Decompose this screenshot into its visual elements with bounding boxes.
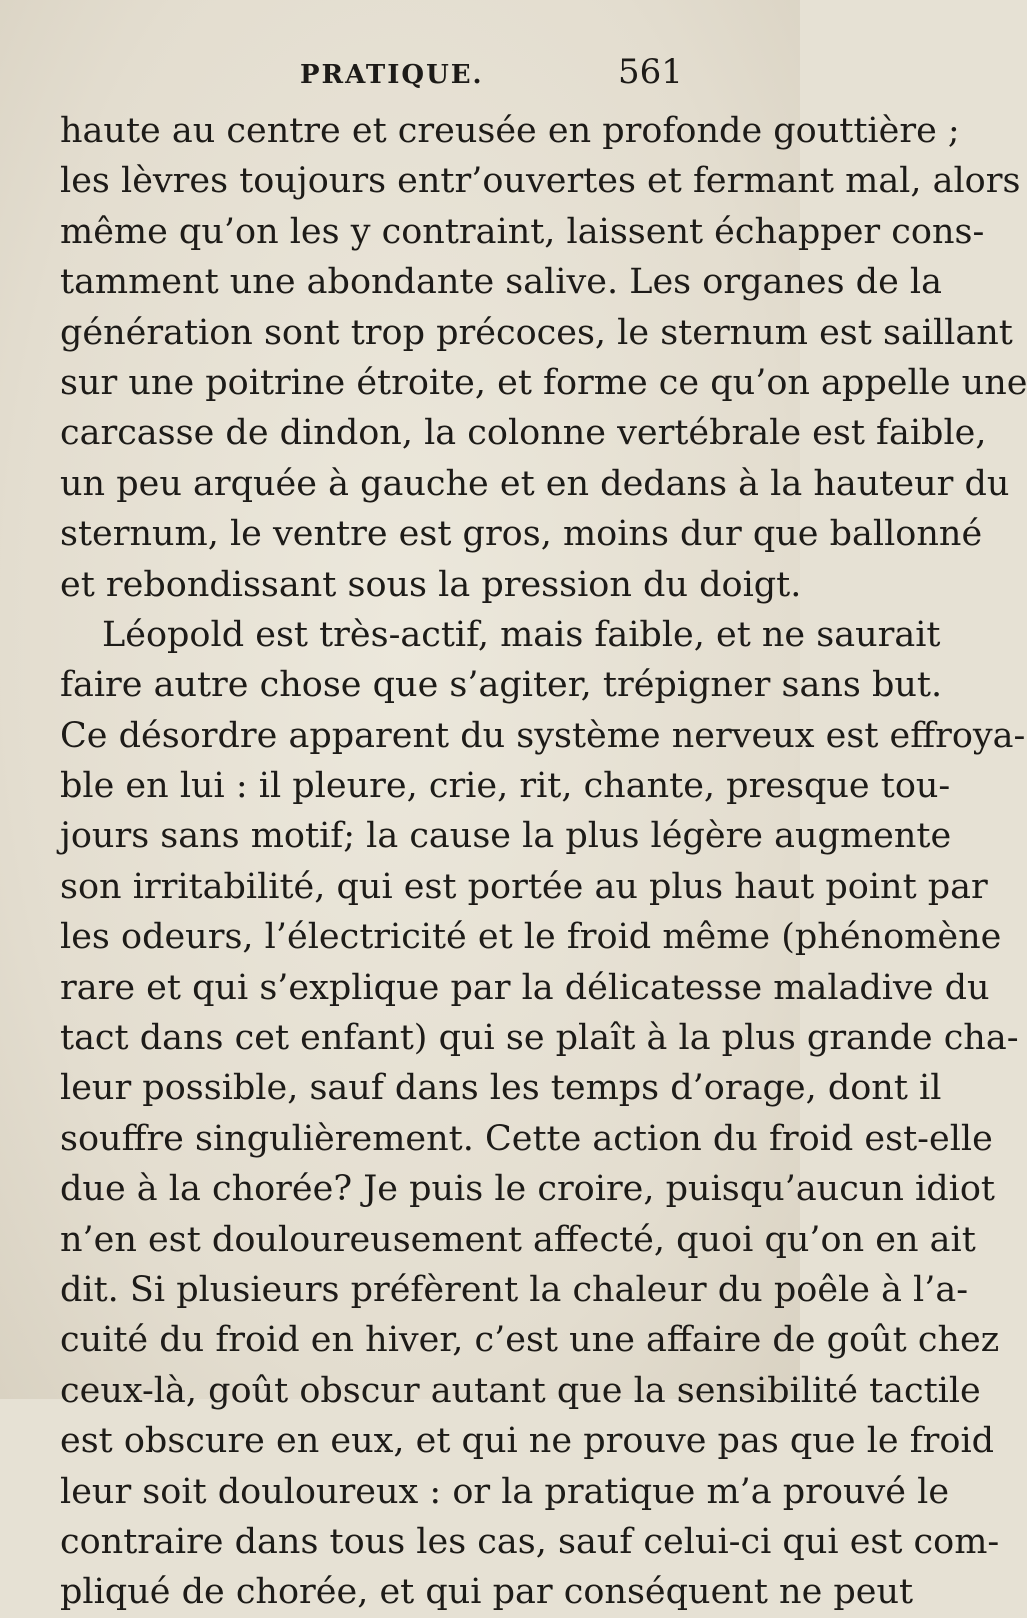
- text-line: sternum, le ventre est gros, moins dur que ballonné: [60, 514, 983, 555]
- text-line: faire autre chose que s’agiter, trépigner sans but.: [60, 665, 943, 706]
- text-line: même qu’on les y contraint, laissent échapper cons-: [60, 211, 985, 252]
- running-head-title: PRATIQUE.: [300, 60, 484, 90]
- text-line: sur une poitrine étroite, et forme ce qu’on appelle une: [60, 362, 1027, 403]
- text-line: tact dans cet enfant) qui se plaît à la plus grande cha-: [60, 1018, 1019, 1059]
- text-line: n’en est douloureusement affecté, quoi qu’on en ait: [60, 1219, 976, 1260]
- text-line: rare et qui s’explique par la délicatesse maladive du: [60, 967, 990, 1008]
- paragraph-start-line: Léopold est très-actif, mais faible, et ne saurait: [102, 614, 941, 655]
- text-line: pliqué de chorée, et qui par conséquent ne peut: [60, 1572, 914, 1613]
- text-line: Ce désordre apparent du système nerveux est effroya-: [60, 715, 1026, 756]
- text-line: les lèvres toujours entr’ouvertes et fermant mal, alors: [60, 161, 1021, 202]
- text-line: ble en lui : il pleure, crie, rit, chante, presque tou-: [60, 766, 951, 807]
- text-line: contraire dans tous les cas, sauf celui-ci qui est com-: [60, 1521, 1000, 1562]
- text-line: souffre singulièrement. Cette action du froid est-elle: [60, 1118, 993, 1159]
- text-line: un peu arquée à gauche et en dedans à la hauteur du: [60, 463, 1010, 504]
- text-line: et rebondissant sous la pression du doigt.: [60, 564, 802, 605]
- text-line: leur soit douloureux : or la pratique m’a prouvé le: [60, 1471, 950, 1512]
- text-line: les odeurs, l’électricité et le froid même (phénomène: [60, 917, 1002, 958]
- text-line: haute au centre et creusée en profonde gouttière ;: [60, 111, 960, 151]
- text-line: tamment une abondante salive. Les organes de la: [60, 262, 942, 303]
- text-line: jours sans motif; la cause la plus légère augmente: [60, 816, 952, 857]
- text-line: génération sont trop précoces, le sternum est saillant: [60, 312, 1013, 353]
- text-line: leur possible, sauf dans les temps d’orage, dont il: [60, 1068, 942, 1109]
- body-text: [60, 106, 1027, 1618]
- text-line: carcasse de dindon, la colonne vertébrale est faible,: [60, 413, 987, 454]
- text-line: due à la chorée? Je puis le croire, puisqu’aucun idiot: [60, 1169, 995, 1210]
- text-line: dit. Si plusieurs préfèrent la chaleur du poêle à l’a-: [60, 1269, 969, 1310]
- text-line: est obscure en eux, et qui ne prouve pas que le froid: [60, 1421, 995, 1462]
- text-line: ceux-là, goût obscur autant que la sensibilité tactile: [60, 1370, 981, 1411]
- text-line: son irritabilité, qui est portée au plus haut point par: [60, 866, 988, 907]
- running-head: [0, 50, 800, 100]
- page-number: 561: [618, 52, 683, 92]
- text-line: cuité du froid en hiver, c’est une affaire de goût chez: [60, 1320, 1000, 1361]
